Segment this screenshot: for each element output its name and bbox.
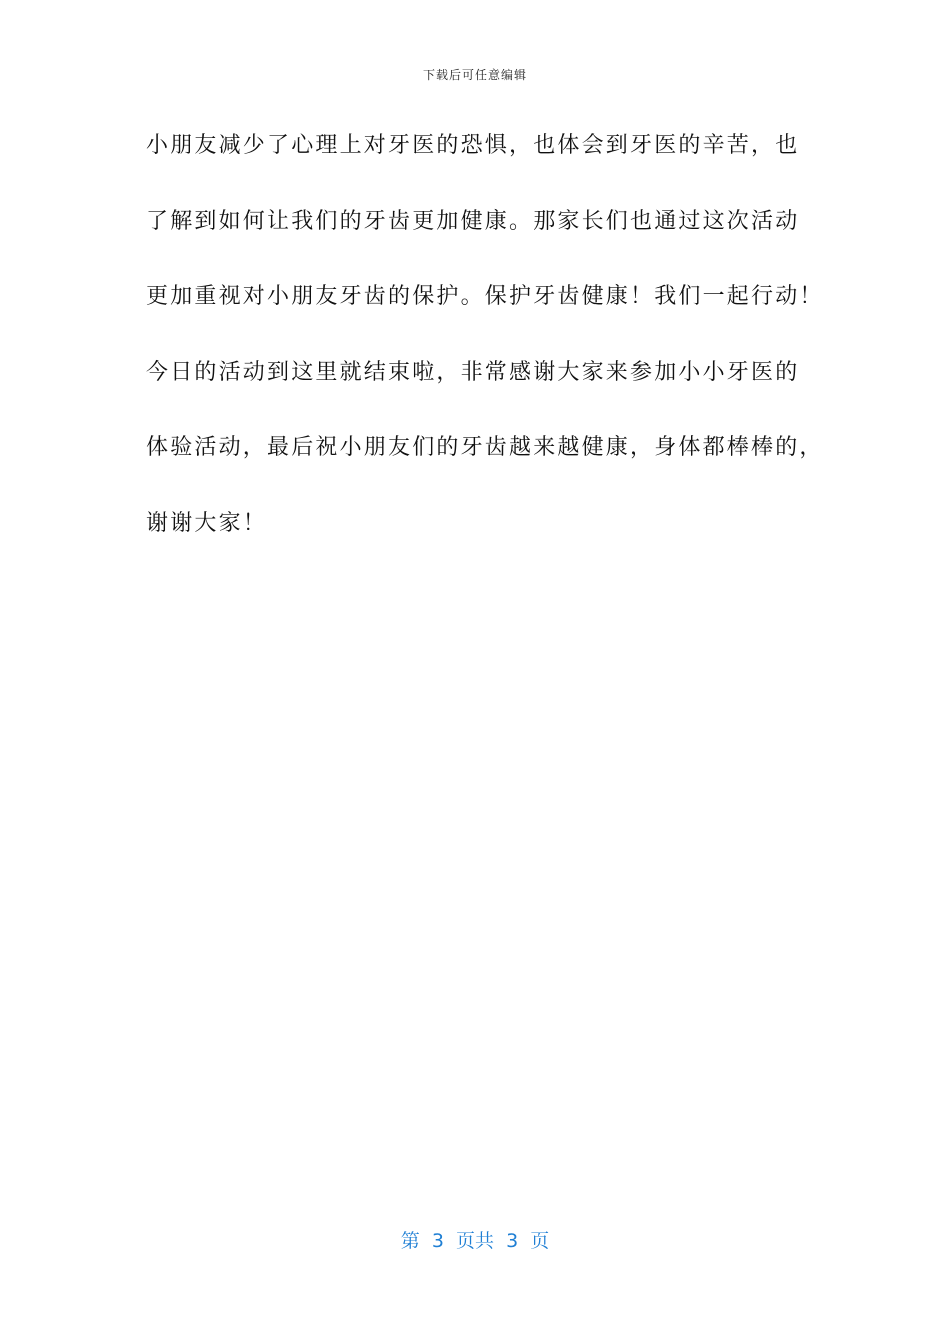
body-line: 体验活动，最后祝小朋友们的牙齿越来越健康，身体都棒棒的， xyxy=(146,435,824,460)
body-text xyxy=(146,126,824,579)
body-line: 今日的活动到这里就结束啦，非常感谢大家来参加小小牙医的 xyxy=(146,359,800,385)
page-number-footer: 第 3 页共 3 页 xyxy=(400,1230,550,1252)
body-line: 小朋友减少了心理上对牙医的恐惧，也体会到牙医的辛苦，也 xyxy=(146,133,800,158)
body-line: 了解到如何让我们的牙齿更加健康。那家长们也通过这次活动 xyxy=(146,208,800,234)
header-note: 下载后可任意编辑 xyxy=(422,68,527,82)
body-line: 谢谢大家！ xyxy=(146,510,268,536)
body-line: 更加重视对小朋友牙齿的保护。保护牙齿健康！我们一起行动！ xyxy=(146,284,824,309)
